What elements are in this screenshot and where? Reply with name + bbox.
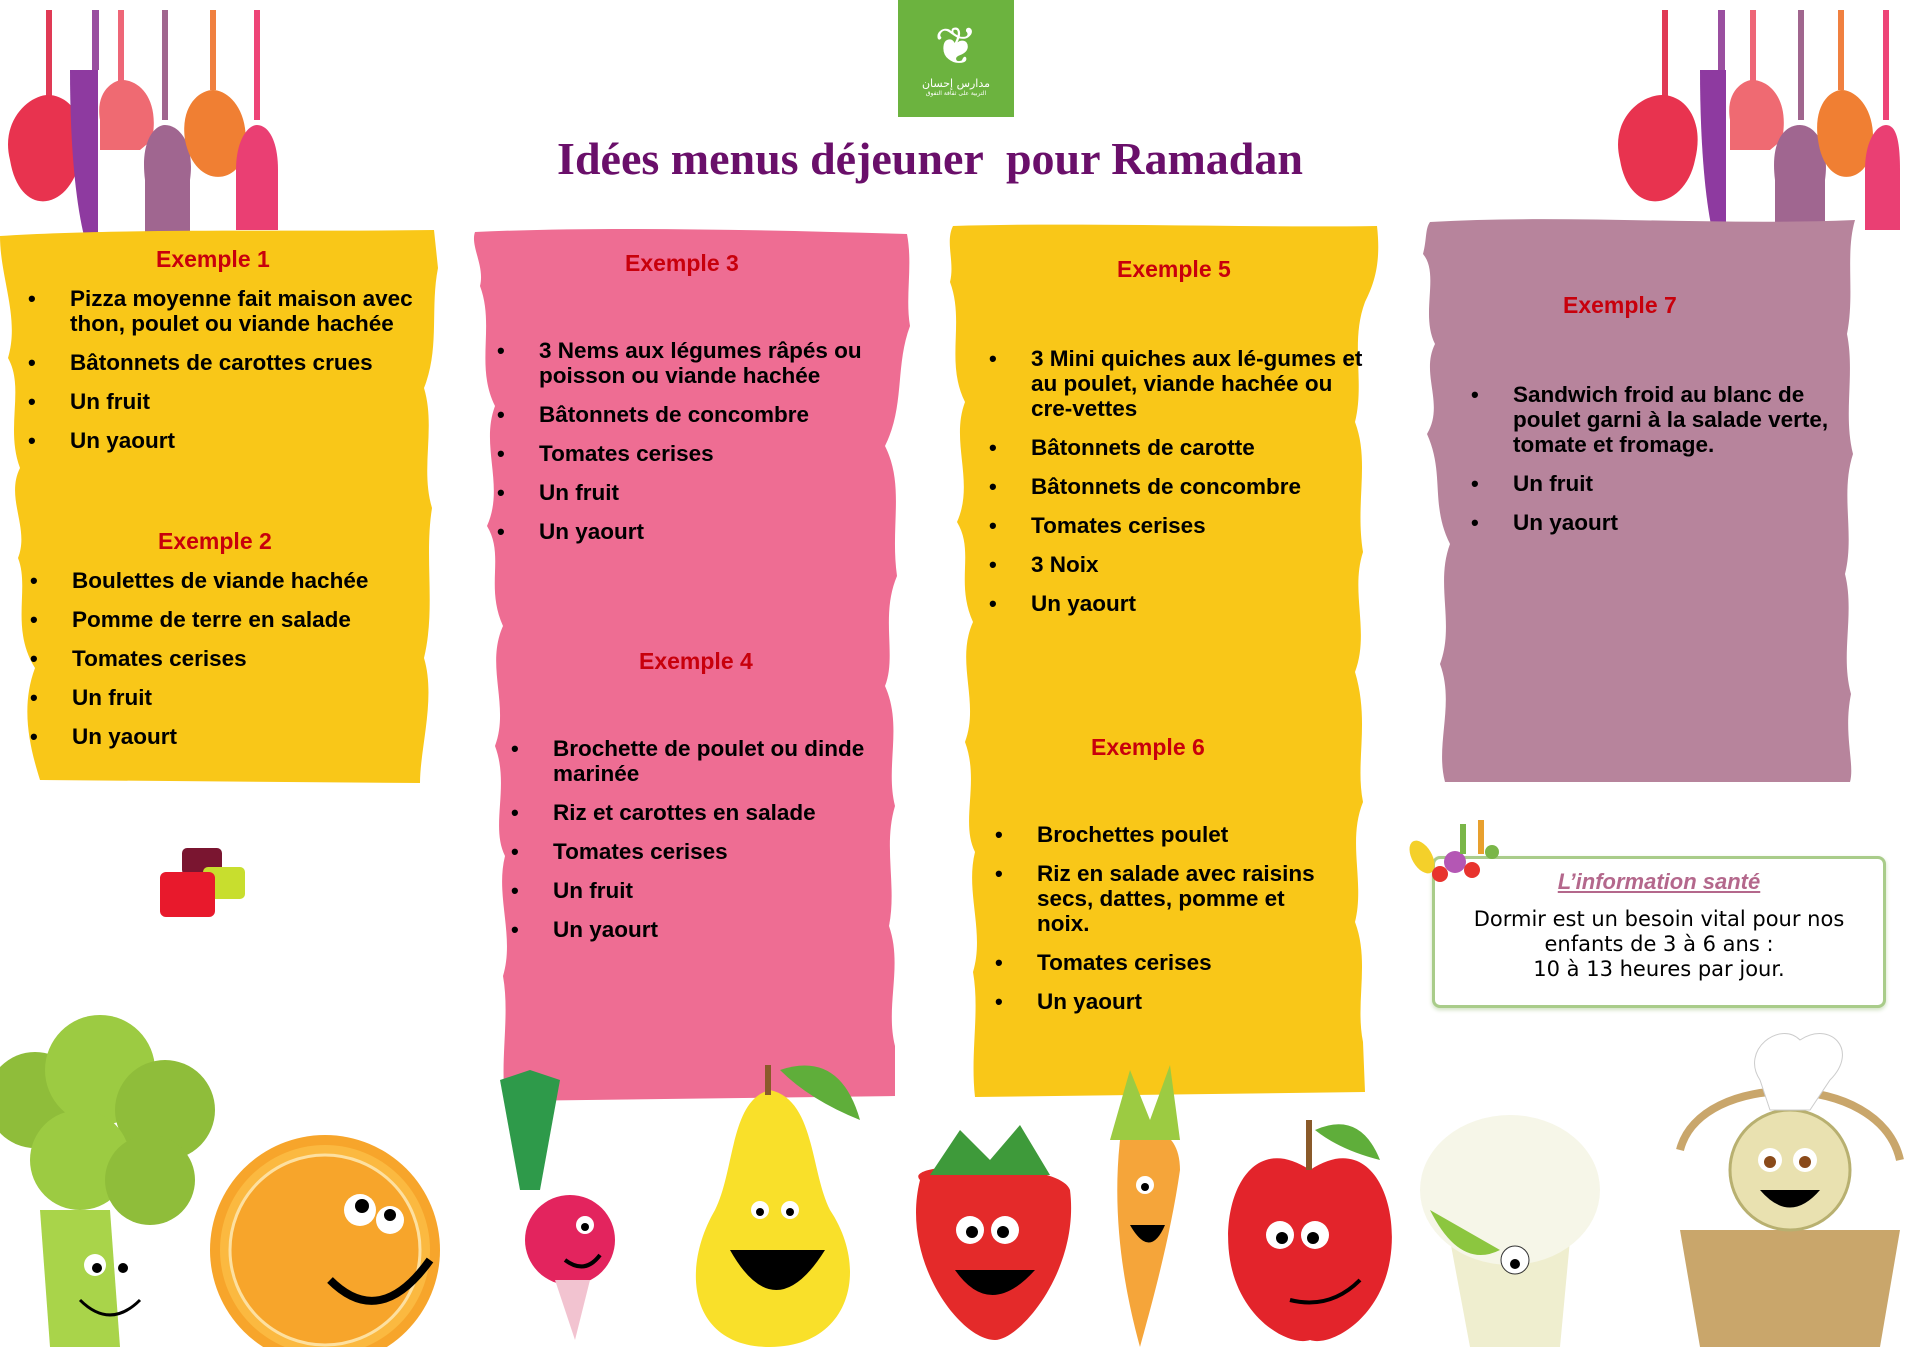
menu-item: • Riz en salade avec raisins secs, dattes, pomme et noix. bbox=[995, 861, 1335, 936]
menu-list-4 bbox=[511, 736, 911, 956]
menu-item: • Boulettes de viande hachée bbox=[30, 568, 430, 593]
small-veggies-icon bbox=[1400, 812, 1510, 892]
logo-name: مدارس إحسان bbox=[921, 76, 991, 90]
health-info-line: 10 à 13 heures par jour. bbox=[1533, 957, 1785, 981]
menu-heading-2: Exemple 2 bbox=[158, 528, 272, 554]
menu-item: • Bâtonnets de concombre bbox=[989, 474, 1369, 499]
menu-item: • Riz et carottes en salade bbox=[511, 800, 911, 825]
menu-heading-3: Exemple 3 bbox=[625, 250, 739, 276]
decorative-squares-icon bbox=[155, 845, 255, 925]
fruit-characters-illustration bbox=[0, 1010, 1918, 1347]
menu-item: • Un yaourt bbox=[28, 428, 428, 453]
menu-item: • Tomates cerises bbox=[497, 441, 917, 466]
menu-item: • Un fruit bbox=[497, 480, 917, 505]
menu-item: • 3 Noix bbox=[989, 552, 1369, 577]
menu-heading-5: Exemple 5 bbox=[1117, 256, 1231, 282]
menu-item: • Bâtonnets de carotte bbox=[989, 435, 1369, 460]
strawberry-icon bbox=[916, 1125, 1071, 1340]
menu-item: • Un fruit bbox=[1471, 471, 1846, 496]
menu-list-6 bbox=[995, 822, 1335, 1028]
broccoli-icon bbox=[0, 1015, 215, 1347]
menu-list-2 bbox=[30, 568, 430, 763]
menu-item: • Pomme de terre en salade bbox=[30, 607, 430, 632]
menu-item: • Bâtonnets de concombre bbox=[497, 402, 917, 427]
utensils-left-illustration bbox=[0, 10, 300, 250]
menu-item: • Tomates cerises bbox=[511, 839, 911, 864]
menu-heading-6: Exemple 6 bbox=[1091, 734, 1205, 760]
health-info-line: Dormir est un besoin vital pour nos bbox=[1473, 907, 1845, 931]
school-logo bbox=[898, 0, 1014, 117]
menu-item: • Un yaourt bbox=[989, 591, 1369, 616]
menu-item: • Tomates cerises bbox=[995, 950, 1335, 975]
carrot-icon bbox=[1110, 1065, 1180, 1347]
orange-slice-icon bbox=[210, 1135, 440, 1347]
menu-list-3 bbox=[497, 338, 917, 558]
radish-icon bbox=[500, 1070, 615, 1340]
menu-item: • Un yaourt bbox=[30, 724, 430, 749]
menu-item: • Tomates cerises bbox=[30, 646, 430, 671]
menu-item: • Un fruit bbox=[28, 389, 428, 414]
menu-item: • 3 Mini quiches aux lé-gumes et au poulet, viande hachée ou cre-vettes bbox=[989, 346, 1369, 421]
logo-tagline: التربية على ثقافة التفوق bbox=[925, 89, 987, 97]
menu-item: • Bâtonnets de carottes crues bbox=[28, 350, 428, 375]
menu-item: • Tomates cerises bbox=[989, 513, 1369, 538]
menu-item: • Un yaourt bbox=[497, 519, 917, 544]
menu-heading-4: Exemple 4 bbox=[639, 648, 753, 674]
menu-item: • Pizza moyenne fait maison avec thon, poulet ou viande hachée bbox=[28, 286, 428, 336]
cauliflower-icon bbox=[1420, 1115, 1600, 1347]
health-info-line: enfants de 3 à 6 ans : bbox=[1544, 932, 1774, 956]
menu-panel-yellow-middle bbox=[945, 222, 1385, 1102]
menu-item: • Un fruit bbox=[511, 878, 911, 903]
menu-panel-yellow-left bbox=[0, 228, 440, 788]
menu-heading-7: Exemple 7 bbox=[1563, 292, 1677, 318]
menu-list-7 bbox=[1471, 382, 1846, 549]
menu-item: • Brochette de poulet ou dinde marinée bbox=[511, 736, 911, 786]
menu-heading-1: Exemple 1 bbox=[156, 246, 270, 272]
melon-chef-basket-icon bbox=[1680, 1034, 1900, 1347]
menu-list-5 bbox=[989, 346, 1369, 630]
menu-item: • 3 Nems aux légumes râpés ou poisson ou viande hachée bbox=[497, 338, 917, 388]
menu-item: • Sandwich froid au blanc de poulet garni à la salade verte, tomate et fromage. bbox=[1471, 382, 1846, 457]
menu-panel-mauve bbox=[1415, 214, 1860, 786]
health-info-text bbox=[1435, 907, 1883, 982]
menu-item: • Brochettes poulet bbox=[995, 822, 1335, 847]
apple-icon bbox=[1228, 1120, 1392, 1341]
menu-panel-pink bbox=[465, 226, 915, 1106]
menu-item: • Un yaourt bbox=[511, 917, 911, 942]
health-info-title: L’information santé bbox=[1557, 869, 1761, 894]
menu-list-1 bbox=[28, 286, 428, 467]
pear-icon bbox=[696, 1065, 860, 1347]
page-title: Idées menus déjeuner pour Ramadan bbox=[557, 133, 1303, 184]
menu-item: • Un yaourt bbox=[1471, 510, 1846, 535]
menu-item: • Un yaourt bbox=[995, 989, 1335, 1014]
menu-item: • Un fruit bbox=[30, 685, 430, 710]
calligraphy-emblem-icon: ❦ bbox=[934, 16, 978, 77]
